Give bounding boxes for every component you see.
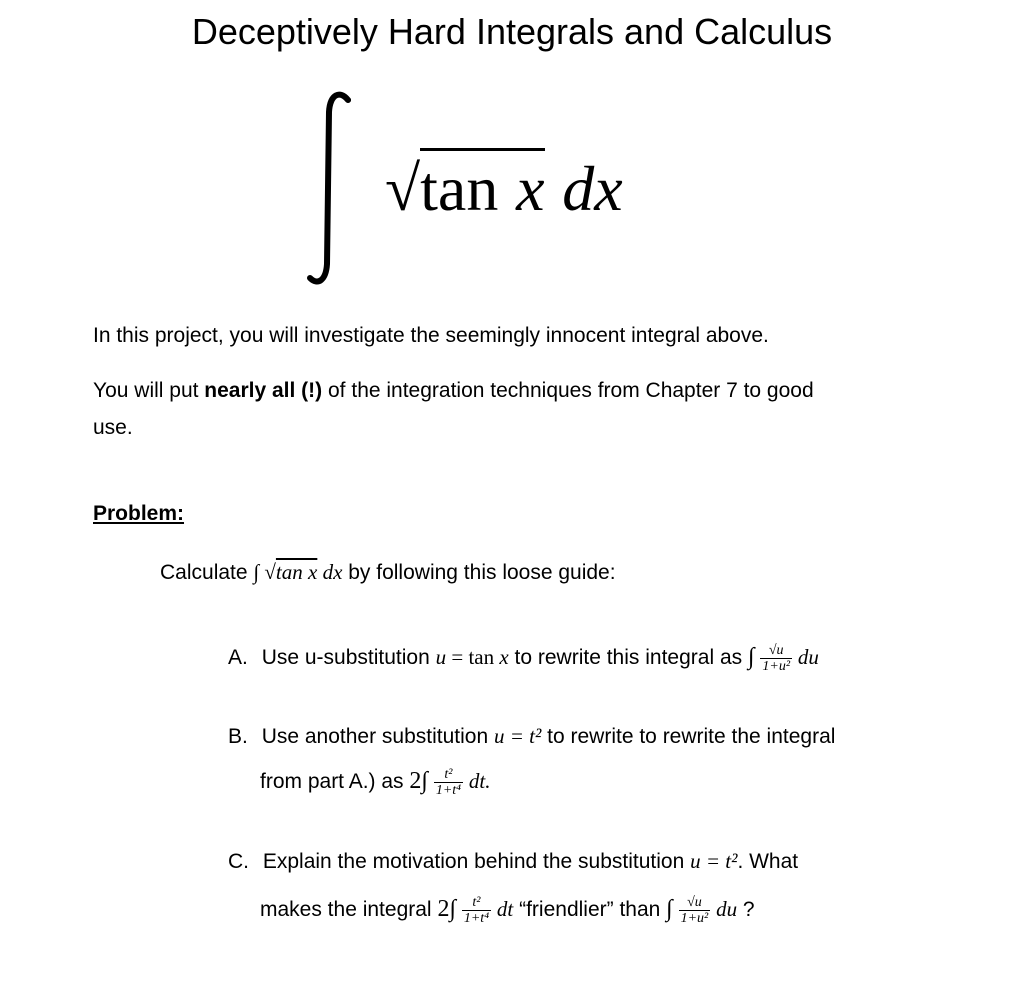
item-c-fraction-2: $\frac{√u}{\text{1+u²}}$ (680, 895, 709, 926)
main-integral-expression (385, 148, 623, 229)
item-a-fraction: $\frac{√u}{\text{1+u²}}$ (762, 643, 791, 674)
intro-line-2: You will put nearly all (!) of the integration techniques from Chapter 7 to good (93, 379, 814, 402)
main-differential: dx (562, 153, 623, 224)
intro-emphasis: nearly all (!) (204, 379, 323, 402)
item-b-fraction: $\frac{\text{t²}}{\text{1+t⁴}}$ (435, 767, 462, 798)
intro-line-2-cont: use. (93, 416, 133, 439)
main-integral-sign (300, 88, 360, 293)
list-item-a: A. Use u-substitution u = tan x to rewrite this integral as ∫ $\frac{√u}{\text{1+u²}}$ du (228, 643, 819, 674)
intro-line-1: In this project, you will investigate the seemingly innocent integral above. (93, 324, 769, 347)
main-radicand-var: x (516, 153, 545, 224)
main-radical-sign: √ (385, 153, 421, 224)
list-item-b-line-2: from part A.) as 2∫ $\frac{\text{t²}}{\text{1+t⁴}}$ dt. (260, 767, 491, 798)
list-item-b: B. Use another substitution u = t² to rewrite to rewrite the integral (228, 724, 836, 748)
item-c-marker: C. (228, 850, 249, 873)
main-radicand-fn: tan (420, 153, 499, 224)
calc-integral: ∫ √ (253, 560, 276, 584)
item-a-marker: A. (228, 646, 248, 670)
item-c-fraction-1: $\frac{\text{t²}}{\text{1+t⁴}}$ (463, 895, 490, 926)
calc-radicand: tan x (275, 560, 318, 584)
list-item-c-line-2: makes the integral 2∫ $\frac{\text{t²}}{\text{1+t⁴}}$ dt “friendlier” than ∫ $\frac{√u}{\text{1+u²}}$ du ? (260, 895, 755, 926)
list-item-c: C. Explain the motivation behind the substitution u = t². What (228, 849, 799, 873)
page-title: Deceptively Hard Integrals and Calculus (191, 11, 833, 52)
problem-statement: Calculate ∫ √tan x dx by following this loose guide: (160, 560, 616, 584)
item-b-marker: B. (228, 725, 248, 748)
problem-heading: Problem: (93, 502, 185, 525)
